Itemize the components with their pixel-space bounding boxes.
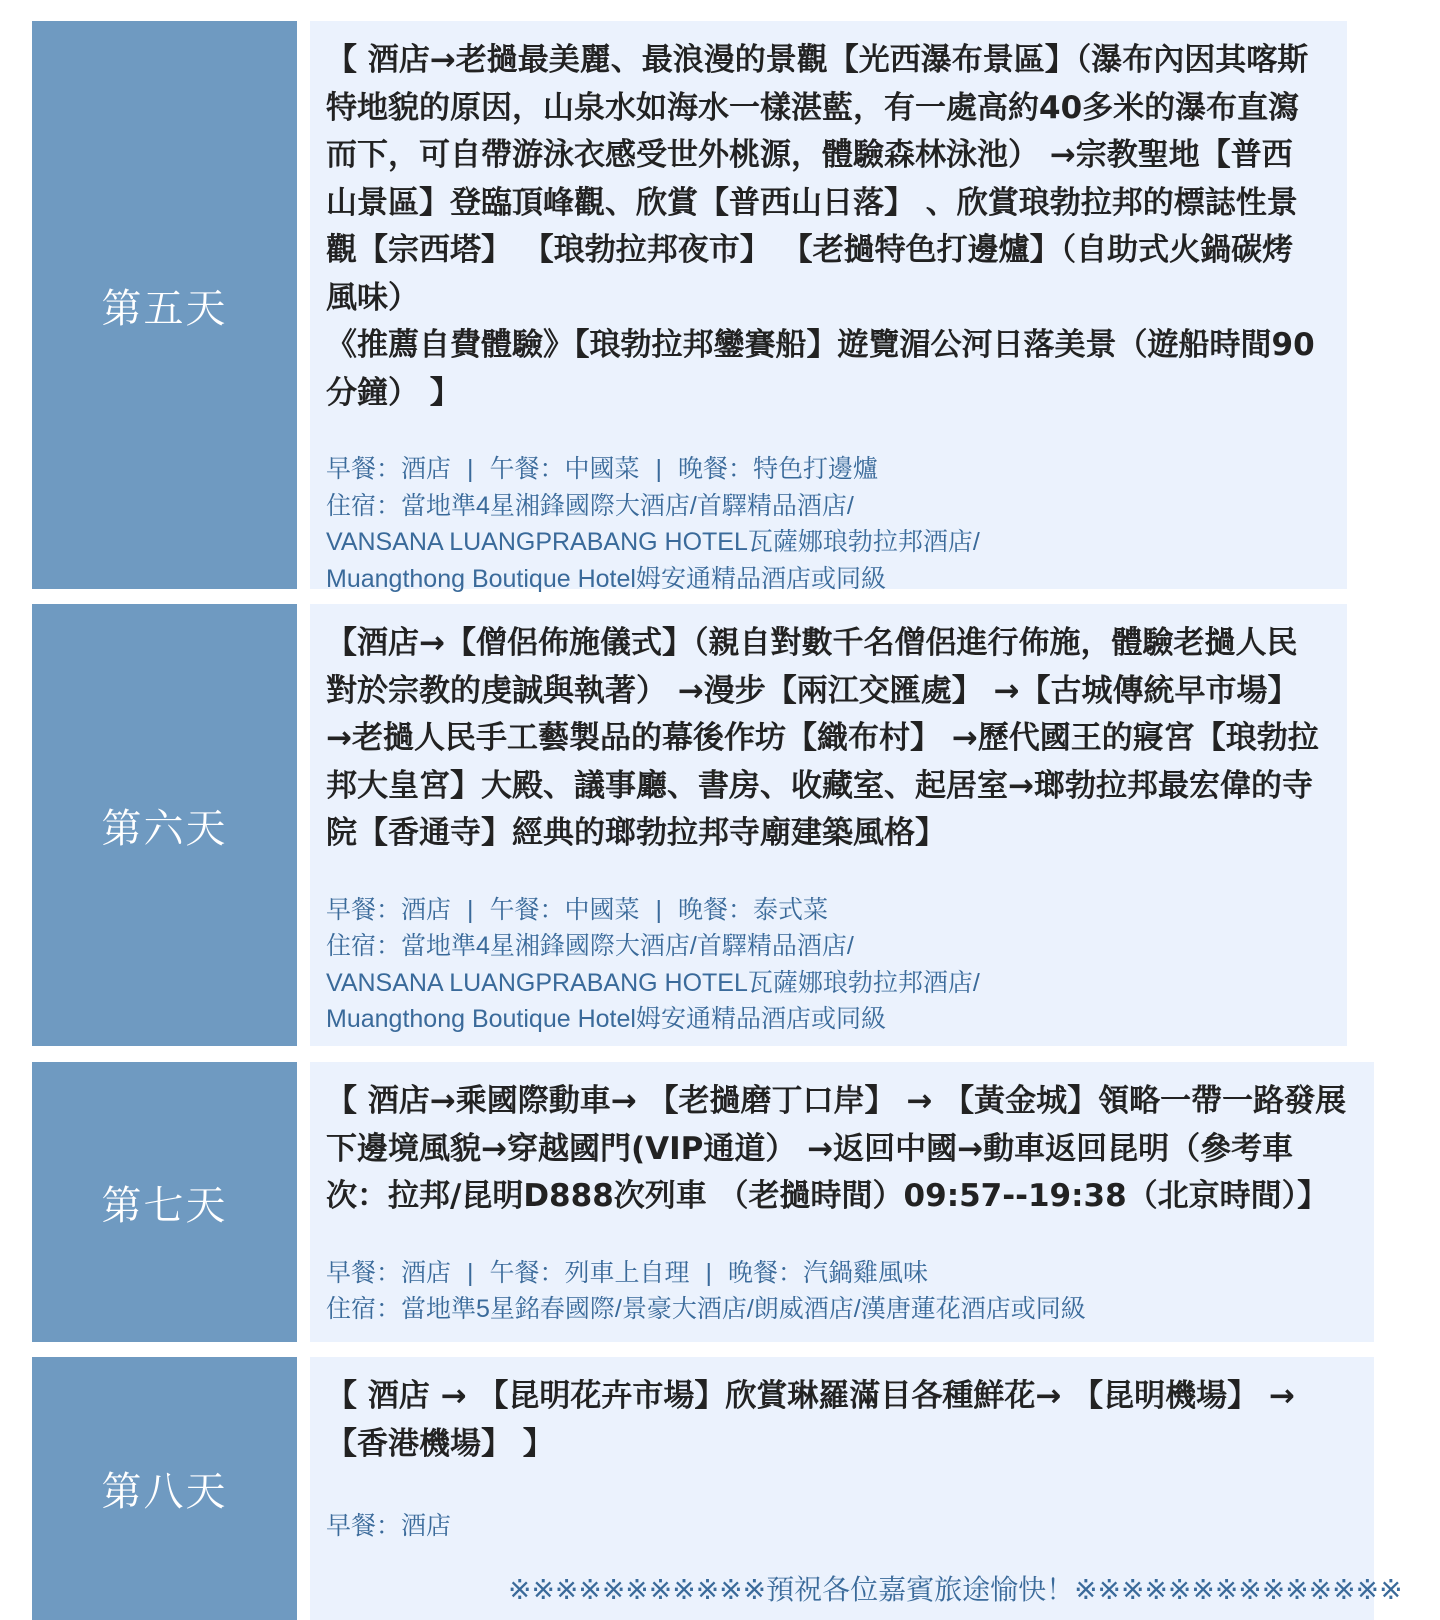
meal-info: [326, 1508, 1348, 1545]
meal-separator: |: [467, 895, 474, 924]
meal-info: [326, 1255, 1348, 1328]
itinerary-text: 【 酒店→乘國際動車→ 【老撾磨丁口岸】 → 【黃金城】領略一帶一路發展下邊境風貌→穿越國門(VIP通道） →返回中國→動車返回昆明（參考車次：拉邦/昆明D888次列車 （老撾時間）09:57--19:38（北京時間）】: [326, 1083, 1347, 1214]
farewell-message: ※※※※※※※※※※※預祝各位嘉賓旅途愉快！※※※※※※※※※※※※※※: [508, 1574, 1403, 1605]
hotel-line: VANSANA LUANGPRABANG HOTEL瓦薩娜琅勃拉邦酒店/: [326, 968, 980, 997]
meal-separator: |: [467, 455, 474, 483]
meal-separator: |: [705, 1258, 713, 1287]
itinerary-text: 【 酒店→老撾最美麗、最浪漫的景觀【光西瀑布景區】（瀑布內因其喀斯特地貌的原因，山泉水如海水一樣湛藍，有一處高約40多米的瀑布直瀉而下，可自帶游泳衣感受世外桃源，體驗森林泳池） →宗教聖地【普西山景區】登臨頂峰觀、欣賞【普西山日落】 、欣賞琅勃拉邦的標誌性景觀【宗西塔】 【琅勃拉邦夜市】 【老撾特色打邊爐】（自助式火鍋碳烤風味）: [326, 42, 1309, 316]
day-label: 第五天: [32, 21, 297, 589]
breakfast-text: 早餐：酒店: [326, 895, 452, 924]
day-label: 第六天: [32, 604, 297, 1046]
meals-line: [326, 1508, 1348, 1545]
meal-separator: |: [467, 1258, 474, 1287]
meal-separator: |: [655, 895, 663, 924]
meals-line: [326, 1255, 1348, 1292]
dinner-text: 晚餐：泰式菜: [678, 895, 829, 924]
day-content-box: [310, 1062, 1374, 1342]
day-content-box: [310, 21, 1347, 593]
meal-separator: |: [655, 455, 663, 483]
hotel-line: 住宿：當地準4星湘鋒國際大酒店/首驛精品酒店/: [326, 932, 854, 960]
lunch-text: 午餐：中國菜: [489, 895, 640, 924]
hotel-line: Muangthong Boutique Hotel姆安通精品酒店或同級: [326, 1005, 886, 1033]
breakfast-text: 早餐：酒店: [326, 455, 452, 483]
breakfast-text: 早餐：酒店: [326, 1258, 452, 1287]
dinner-text: 晚餐：特色打邊爐: [678, 455, 879, 483]
day-label: 第八天: [32, 1357, 297, 1620]
lunch-text: 午餐：列車上自理: [489, 1258, 690, 1287]
day-label: 第七天: [32, 1062, 297, 1342]
meals-line: [326, 451, 1321, 488]
itinerary-text: 【 酒店 → 【昆明花卉市場】欣賞琳羅滿目各種鮮花→ 【昆明機場】 → 【香港機場】 】: [326, 1378, 1295, 1462]
hotel-line: 住宿：當地準5星銘春國際/景豪大酒店/朗威酒店/漢唐蓮花酒店或同級: [326, 1295, 1086, 1323]
day-content-box: [310, 604, 1347, 1046]
lunch-text: 午餐：中國菜: [489, 455, 640, 483]
meal-info: [326, 892, 1321, 1038]
itinerary-optional-text: 《推薦自費體驗》【琅勃拉邦鑾賽船】遊覽湄公河日落美景（遊船時間90分鐘） 】: [326, 327, 1315, 411]
dinner-text: 晚餐：汽鍋雞風味: [728, 1258, 929, 1287]
meal-info: [326, 451, 1321, 597]
meals-line: [326, 892, 1321, 929]
breakfast-text: 早餐：酒店: [326, 1512, 452, 1540]
itinerary-text: 【酒店→【僧侶佈施儀式】（親自對數千名僧侶進行佈施，體驗老撾人民對於宗教的虔誠與執著） →漫步【兩江交匯處】 →【古城傳統早市場】 →老撾人民手工藝製品的幕後作坊【織布村】 →歷代國王的寢宮【琅勃拉邦大皇宮】大殿、議事廳、書房、收藏室、起居室→瑯勃拉邦最宏偉的寺院【香通寺】經典的瑯勃拉邦寺廟建築風格】: [326, 625, 1319, 851]
hotel-line: 住宿：當地準4星湘鋒國際大酒店/首驛精品酒店/: [326, 491, 854, 520]
hotel-line: VANSANA LUANGPRABANG HOTEL瓦薩娜琅勃拉邦酒店/: [326, 528, 980, 556]
hotel-line: Muangthong Boutique Hotel姆安通精品酒店或同級: [326, 564, 886, 593]
